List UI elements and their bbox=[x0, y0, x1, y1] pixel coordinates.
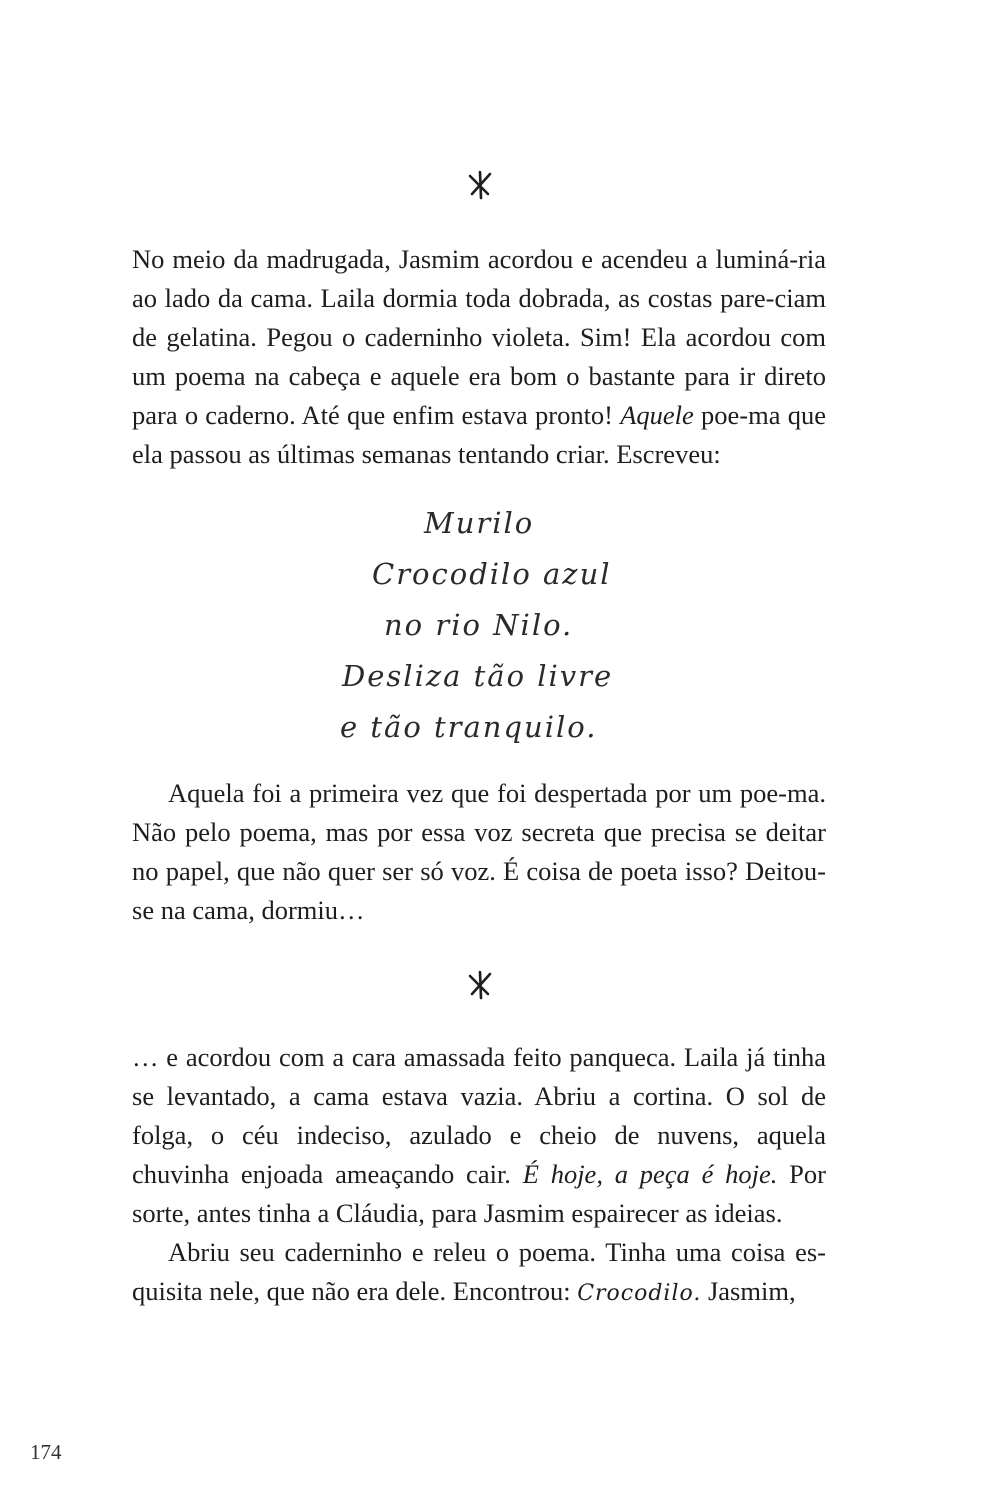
page-number: 174 bbox=[30, 1440, 62, 1464]
poem-line: Crocodilo azul bbox=[372, 557, 612, 591]
handwritten-word: Crocodilo. bbox=[577, 1281, 702, 1306]
paragraph-3-emphasis: É hoje, a peça é hoje. bbox=[522, 1159, 778, 1189]
paragraph-2: Aquela foi a primeira vez que foi despertada por um poe-ma. Não pelo poema, mas por essa voz secreta que precisa se deitar no papel, que não quer ser só voz. É coisa de poeta isso? Deitou-se na cama, dormiu… bbox=[132, 778, 826, 925]
star-ornament-icon bbox=[462, 170, 498, 200]
paragraph-1 bbox=[132, 240, 826, 474]
paragraph-4-text: Abriu seu caderninho e releu o poema. Tinha uma coisa es-quisita nele, que não era dele. Encontrou: bbox=[132, 1237, 826, 1306]
poem-line: e tão tranquilo. bbox=[340, 710, 598, 744]
paragraph-4-text-end: Jasmim, bbox=[701, 1276, 796, 1306]
paragraph-4 bbox=[132, 1233, 826, 1313]
paragraph-1-text-end: poe-ma que ela passou as últimas semanas tentando criar. Escreveu: bbox=[132, 400, 826, 469]
paragraph-1-emphasis: Aquele bbox=[620, 400, 694, 430]
poem-line: no rio Nilo. bbox=[384, 608, 574, 642]
paragraph-3-text: … e acordou com a cara amassada feito panqueca. Laila já tinha se levantado, a cama estava vazia. Abriu a cortina. O sol de folga, o céu indeciso, azulado e cheio de nuvens, aquela chuvinha enjoada ameaçando cair. bbox=[132, 1042, 826, 1189]
paragraph-1-text: No meio da madrugada, Jasmim acordou e acendeu a luminá-ria ao lado da cama. Laila dormia toda dobrada, as costas pare-ciam de gelatina. Pegou o caderninho violeta. Sim! Ela acordou com um poema na cabeça e aquele era bom o bastante para ir direto para o caderno. Até que enfim estava pronto! bbox=[132, 244, 826, 430]
poem-line: Murilo bbox=[424, 506, 535, 540]
poem-line: Desliza tão livre bbox=[342, 659, 614, 693]
paragraph-3 bbox=[132, 1038, 826, 1233]
star-ornament-icon bbox=[462, 970, 498, 1000]
paragraph-3-text-end: Por sorte, antes tinha a Cláudia, para Jasmim espairecer as ideias. bbox=[132, 1159, 826, 1228]
handwritten-poem bbox=[300, 498, 660, 753]
